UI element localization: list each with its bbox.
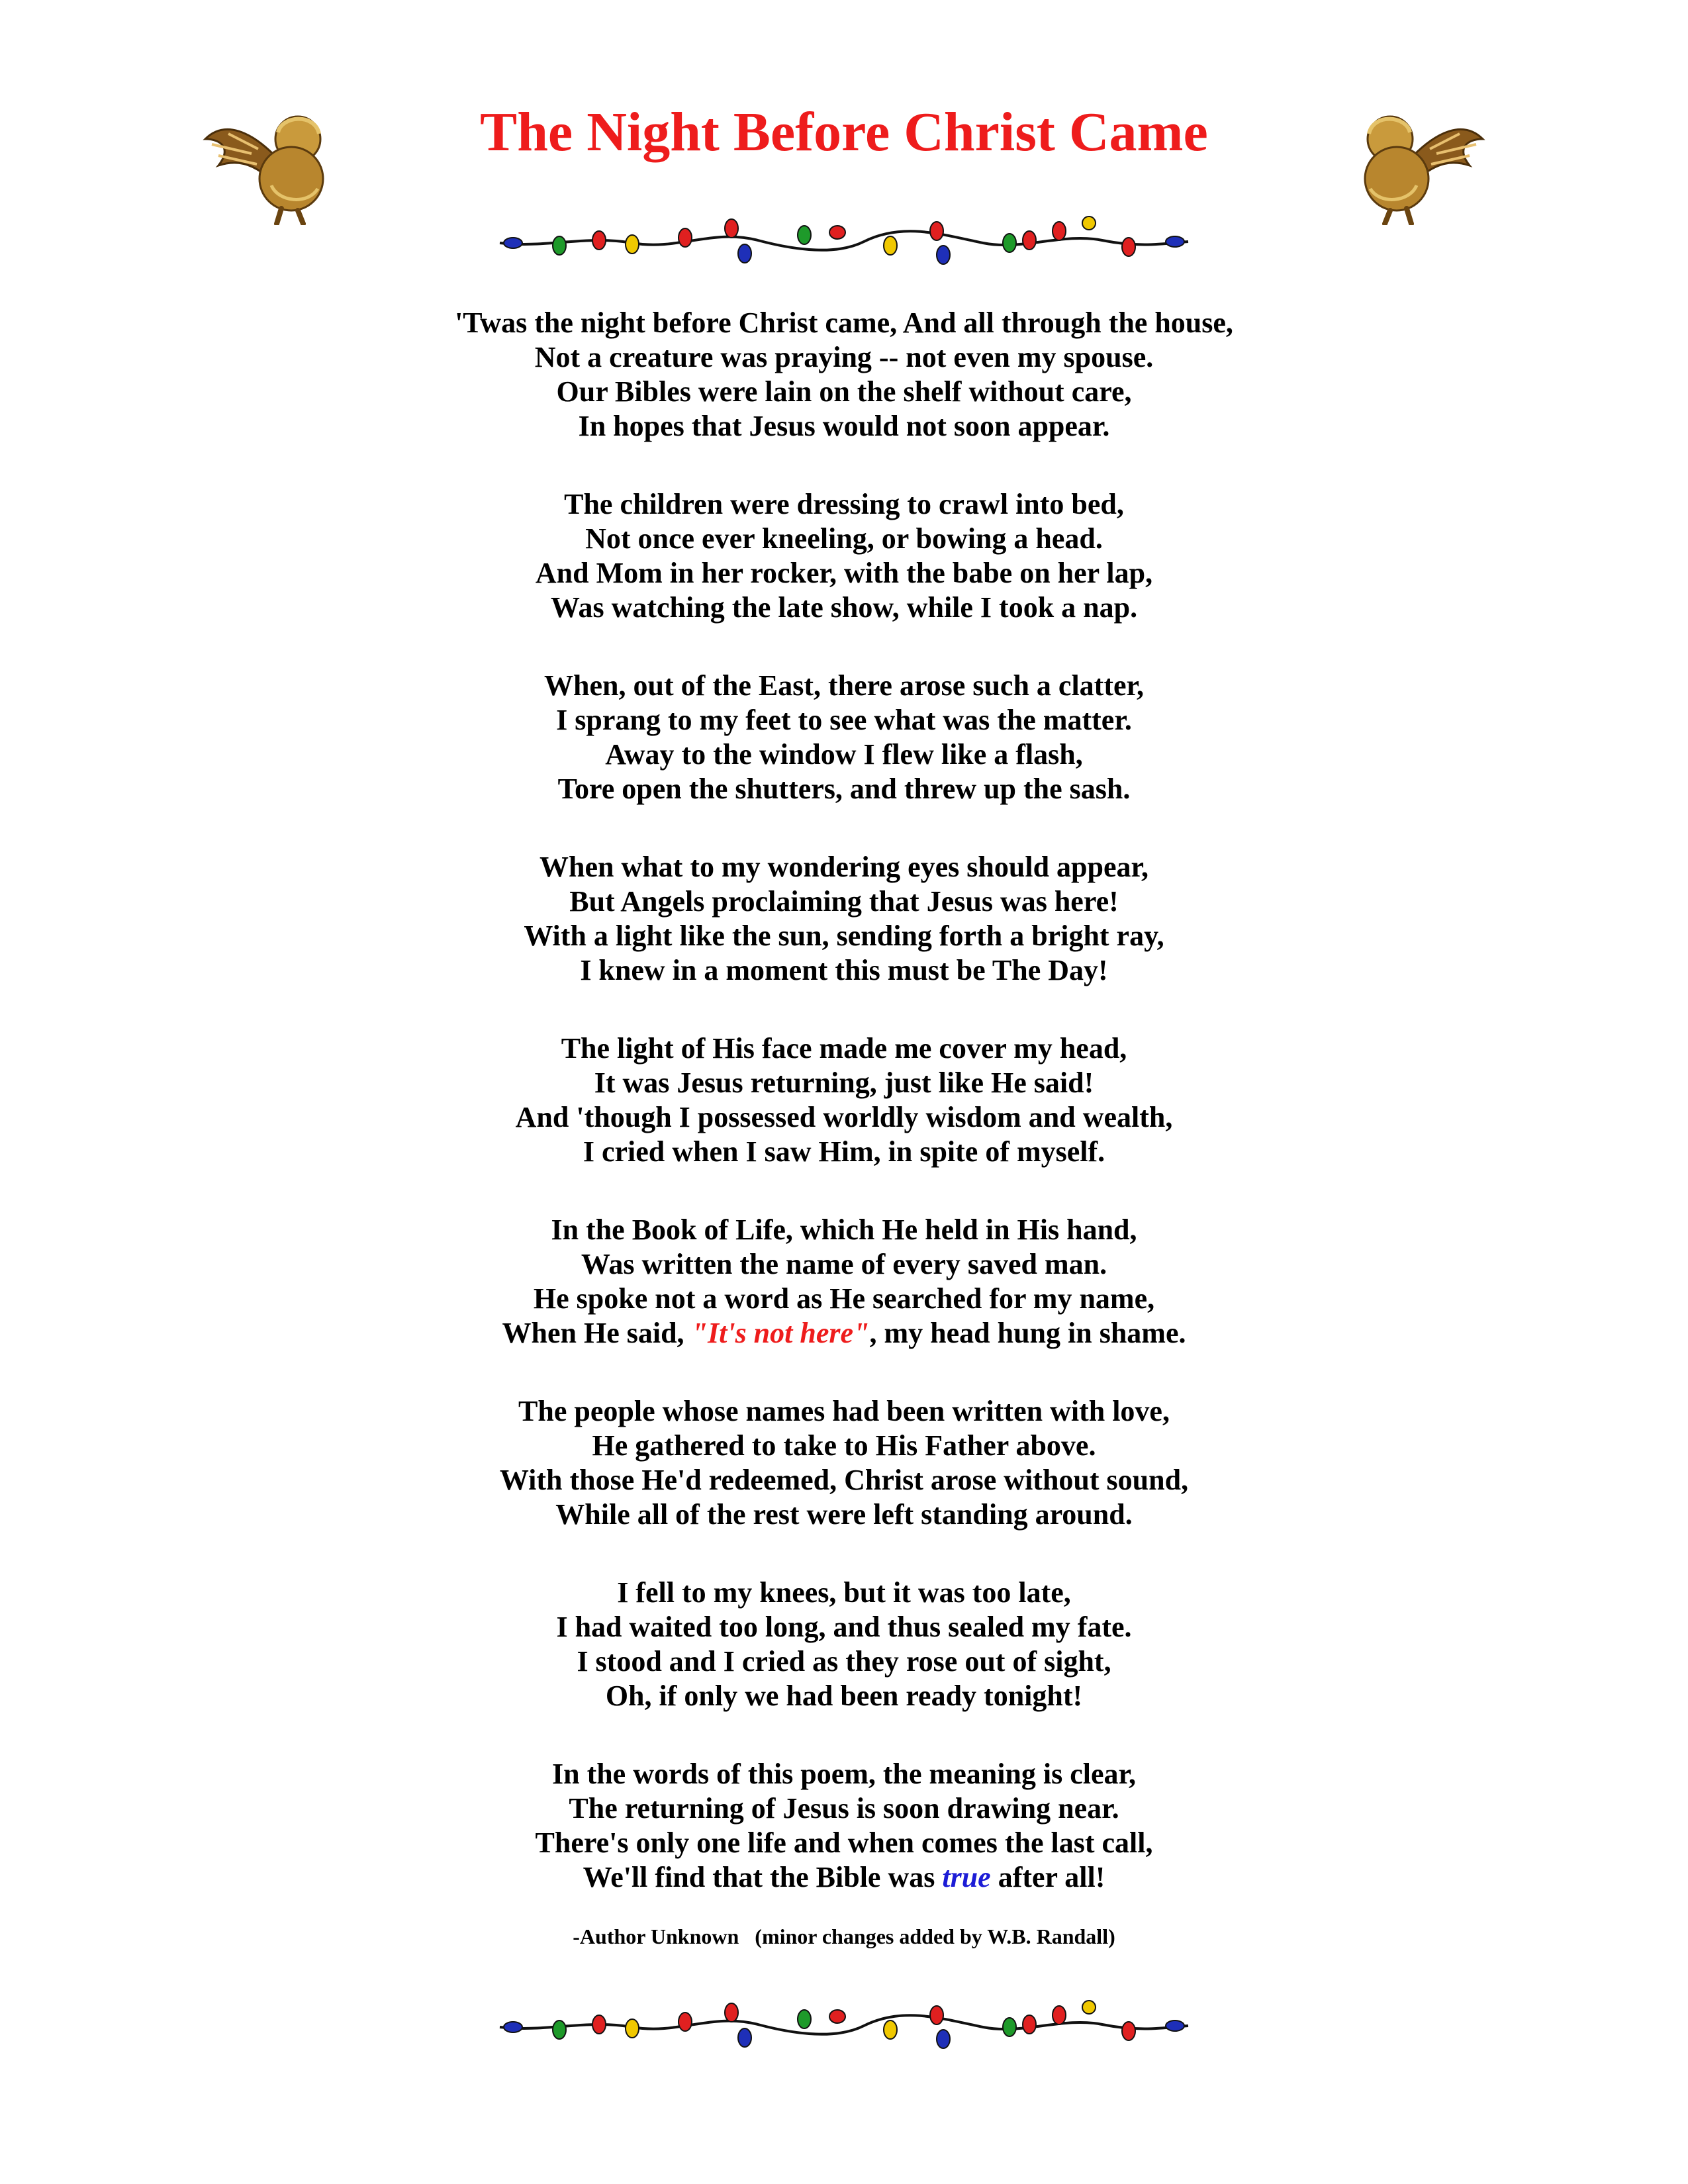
- poem-line: When, out of the East, there arose such a clatter,: [544, 669, 1144, 702]
- stanza-9: [0, 1757, 1688, 1895]
- poem-line: Was written the name of every saved man.: [581, 1248, 1107, 1280]
- poem-line: While all of the rest were left standing around.: [555, 1498, 1133, 1531]
- stanza-8: [0, 1576, 1688, 1713]
- poem-line: In the words of this poem, the meaning is clear,: [551, 1758, 1137, 1790]
- line-text-before: We'll find that the Bible was: [583, 1861, 943, 1893]
- poem-line: It was Jesus returning, just like He said!: [594, 1067, 1094, 1099]
- poem-line: And 'though I possessed worldly wisdom and wealth,: [515, 1101, 1173, 1133]
- stanza-1: [0, 306, 1688, 444]
- poem-line: In the Book of Life, which He held in His hand,: [551, 1213, 1137, 1246]
- poem-line: With those He'd redeemed, Christ arose without sound,: [499, 1464, 1189, 1496]
- poem-line: Was watching the late show, while I took a nap.: [550, 591, 1138, 624]
- poem-line-with-emphasis: [0, 1316, 1688, 1351]
- stanza-4: [0, 850, 1688, 988]
- poem-line: The returning of Jesus is soon drawing near.: [569, 1792, 1119, 1825]
- author-attribution: -Author Unknown (minor changes added by W.B. Randall): [573, 1924, 1115, 1948]
- stanza-5: [0, 1031, 1688, 1169]
- poem-line: The light of His face made me cover my head,: [561, 1032, 1127, 1065]
- poem-line: With a light like the sun, sending forth a bright ray,: [524, 920, 1164, 952]
- poem-line: I sprang to my feet to see what was the matter.: [556, 704, 1132, 736]
- poem-line: I cried when I saw Him, in spite of myself.: [583, 1135, 1105, 1168]
- lights-garland-graphic: [493, 1986, 1195, 2052]
- poem-line: I stood and I cried as they rose out of sight,: [577, 1645, 1111, 1678]
- poem-line: The children were dressing to crawl into bed,: [564, 488, 1124, 520]
- poem-line: Away to the window I flew like a flash,: [605, 738, 1083, 771]
- poem-line: Not once ever kneeling, or bowing a head.: [585, 522, 1103, 555]
- poem-line: I knew in a moment this must be The Day!: [580, 954, 1108, 986]
- page-title: The Night Before Christ Came: [480, 101, 1208, 163]
- poem-line: In hopes that Jesus would not soon appear.: [578, 410, 1110, 442]
- christmas-lights-garland-icon: [493, 202, 1195, 268]
- poem-line: I fell to my knees, but it was too late,: [617, 1576, 1071, 1609]
- stanza-6: [0, 1213, 1688, 1351]
- poem-line: He spoke not a word as He searched for my name,: [533, 1282, 1155, 1315]
- poem-line: But Angels proclaiming that Jesus was here!: [569, 885, 1119, 918]
- stanza-2: [0, 487, 1688, 625]
- poem-line: The people whose names had been written with love,: [518, 1395, 1170, 1427]
- emphasis-true: true: [942, 1861, 991, 1893]
- poem-line: Our Bibles were lain on the shelf without care,: [556, 375, 1132, 408]
- poem-line: When what to my wondering eyes should appear,: [539, 851, 1149, 883]
- line-text-before: When He said,: [502, 1317, 692, 1349]
- poem-line: I had waited too long, and thus sealed my fate.: [556, 1611, 1132, 1643]
- line-text-after: after all!: [990, 1861, 1105, 1893]
- lights-garland-graphic: [493, 202, 1195, 268]
- poem-line: Not a creature was praying -- not even my spouse.: [534, 341, 1154, 373]
- poem-line: Oh, if only we had been ready tonight!: [605, 1680, 1083, 1712]
- poem-line-with-emphasis: [0, 1860, 1688, 1895]
- poem-line: 'Twas the night before Christ came, And all through the house,: [455, 307, 1233, 339]
- poem-line: He gathered to take to His Father above.: [592, 1429, 1096, 1462]
- stanza-3: [0, 669, 1688, 806]
- line-text-after: , my head hung in shame.: [869, 1317, 1186, 1349]
- emphasis-its-not-here: "It's not here": [691, 1317, 870, 1349]
- christmas-lights-garland-icon: [493, 1986, 1195, 2052]
- poem-line: Tore open the shutters, and threw up the sash.: [557, 773, 1131, 805]
- poem-body: [0, 306, 1688, 1938]
- stanza-7: [0, 1394, 1688, 1532]
- poem-line: And Mom in her rocker, with the babe on her lap,: [535, 557, 1153, 589]
- poem-line: There's only one life and when comes the last call,: [535, 1827, 1153, 1859]
